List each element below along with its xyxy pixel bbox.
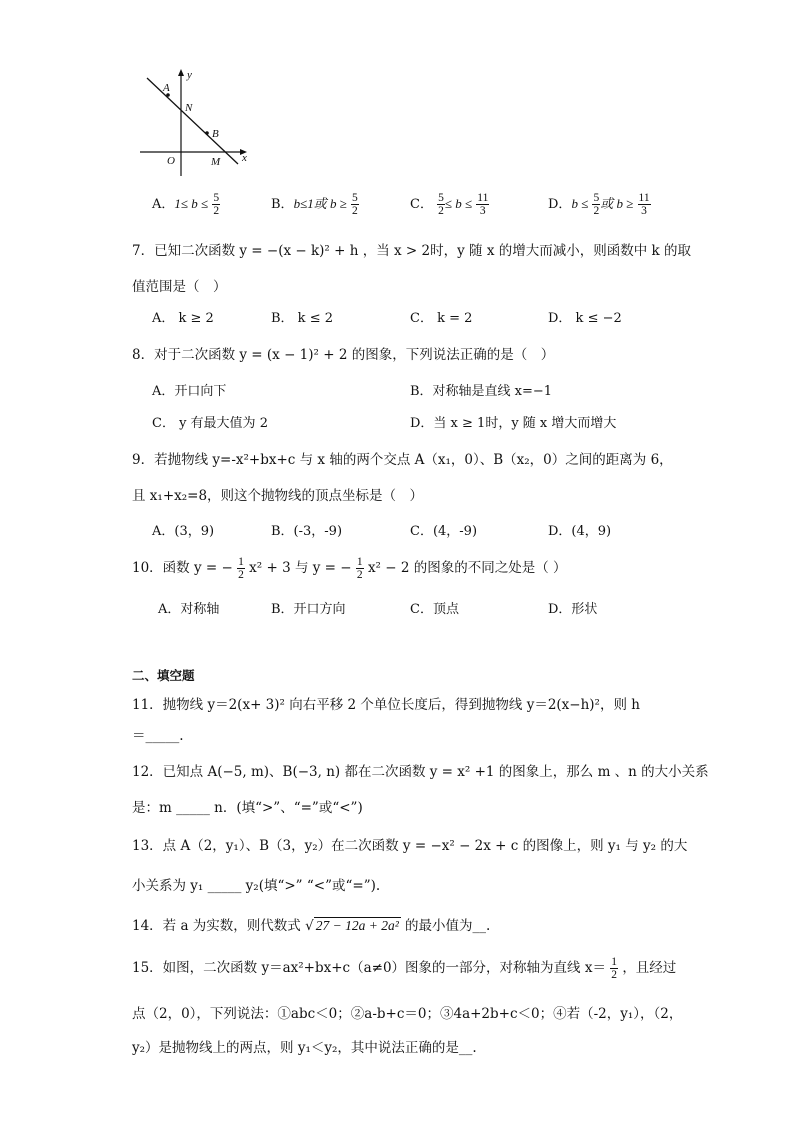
fraction: $\frac{5}{2}$ xyxy=(593,192,600,217)
q11-line2: ＝_____. xyxy=(132,728,184,744)
fraction: $\frac{11}{3}$ xyxy=(638,192,650,217)
label-b: B xyxy=(212,128,219,140)
q13-line1: 13．点 A（2，y₁）、B（3，y₂）在二次函数 y = −x² − 2x + c 的图像上，则 y₁ 与 y₂ 的大 xyxy=(132,838,688,854)
q6-option-c: C． $\frac{5}{2}$ ≤ b ≤ $\frac{11}{3}$ xyxy=(410,192,489,217)
q6-option-b: B．b≤1或 b ≥ $\frac{5}{2}$ xyxy=(271,192,358,217)
q8-option-c: C． y 有最大值为 2 xyxy=(152,416,268,431)
sqrt-radicand: 27 − 12a + 2a² xyxy=(315,918,399,933)
label-a: A xyxy=(163,82,170,94)
fraction: $\frac{1}{2}$ xyxy=(611,956,618,981)
label-n: N xyxy=(185,102,193,114)
q15-line1: 15．如图，二次函数 y＝ax²+bx+c（a≠0）图象的一部分，对称轴为直线 x＝ $\frac{1}{2}$ ，且经过 xyxy=(132,956,677,981)
q9-option-c: C．(4，-9) xyxy=(410,524,478,539)
fraction: $\frac{5}{2}$ xyxy=(438,192,444,217)
q15-line3: y₂）是抛物线上的两点，则 y₁＜y₂，其中说法正确的是__. xyxy=(132,1040,477,1056)
q9-option-d: D．(4，9) xyxy=(548,524,612,539)
label-y: y xyxy=(187,69,192,81)
label-o: O xyxy=(167,155,175,167)
fraction: $\frac{11}{3}$ xyxy=(477,192,489,217)
q7-line2: 值范围是（ ） xyxy=(132,279,227,295)
point-b xyxy=(205,131,209,135)
sqrt-symbol: √ xyxy=(305,918,314,934)
q8-option-d: D．当 x ≥ 1时，y 随 x 增大而增大 xyxy=(410,416,617,431)
q9-line2: 且 x₁+x₂=8，则这个抛物线的顶点坐标是（ ） xyxy=(132,488,424,504)
q12-line2: 是：m _____ n．(填“>”、“=”或“<”) xyxy=(132,800,363,816)
label-m: M xyxy=(211,156,221,168)
q7-option-b: B． k ≤ 2 xyxy=(271,311,333,326)
q9-line1: 9．若抛物线 y=-x²+bx+c 与 x 轴的两个交点 A（x₁，0）、B（x₂，0）之间的距离为 6， xyxy=(132,452,673,468)
line-ab xyxy=(147,78,238,164)
q8-line1: 8．对于二次函数 y = (x − 1)² + 2 的图象，下列说法正确的是（ ） xyxy=(132,347,555,363)
fraction: $\frac{1}{2}$ xyxy=(356,556,363,581)
q7-option-d: D． k ≤ −2 xyxy=(548,311,622,326)
fraction: $\frac{1}{2}$ xyxy=(238,556,244,581)
coordinate-figure xyxy=(130,66,260,178)
q7-line1: 7．已知二次函数 y = −(x − k)² + h ，当 x > 2时，y 随 x 的增大而减小，则函数中 k 的取 xyxy=(132,243,691,259)
q7-option-c: C． k = 2 xyxy=(410,311,473,326)
fraction: $\frac{5}{2}$ xyxy=(351,192,358,217)
q10-option-a: A．对称轴 xyxy=(158,602,220,617)
q13-line2: 小关系为 y₁ _____ y₂(填“>” “<”或“=”). xyxy=(132,878,381,894)
q10-option-c: C．顶点 xyxy=(410,602,459,617)
q6-option-d: D．b ≤ $\frac{5}{2}$ 或 b ≥ $\frac{11}{3}$ xyxy=(548,192,650,217)
q10-option-d: D．形状 xyxy=(548,602,598,617)
q6-option-a: A．1≤ b ≤ $\frac{5}{2}$ xyxy=(152,192,220,217)
q10-option-b: B．开口方向 xyxy=(271,602,346,617)
q9-option-b: B．(-3，-9) xyxy=(271,524,343,539)
y-axis-arrow xyxy=(178,69,184,76)
q11-line1: 11．抛物线 y＝2(x+ 3)² 向右平移 2 个单位长度后，得到抛物线 y＝2(x−h)²，则 h xyxy=(132,697,640,713)
q7-option-a: A． k ≥ 2 xyxy=(152,311,214,326)
q14-line: 14．若 a 为实数，则代数式 √ 27 − 12a + 2a² 的最小值为__. xyxy=(132,918,491,934)
q8-option-b: B．对称轴是直线 x=−1 xyxy=(410,384,553,399)
q10-line1: 10．函数 y = − $\frac{1}{2}$ x² + 3 与 y = − $\frac{1}{2}$ x² − 2 的图象的不同之处是（ ） xyxy=(132,556,567,581)
q9-option-a: A．(3，9) xyxy=(152,524,215,539)
q15-line2: 点（2，0），下列说法：①abc＜0；②a-b+c＝0；③4a+2b+c＜0；④若（-2，y₁），（2， xyxy=(132,1006,683,1022)
q12-line1: 12．已知点 A(−5, m)、B(−3, n) 都在二次函数 y = x² +1 的图象上，那么 m 、n 的大小关系 xyxy=(132,764,709,780)
fraction: $\frac{5}{2}$ xyxy=(213,192,220,217)
section-title-fill-blank: 二、填空题 xyxy=(132,668,195,683)
q8-option-a: A．开口向下 xyxy=(152,384,227,399)
label-x: x xyxy=(242,152,247,164)
